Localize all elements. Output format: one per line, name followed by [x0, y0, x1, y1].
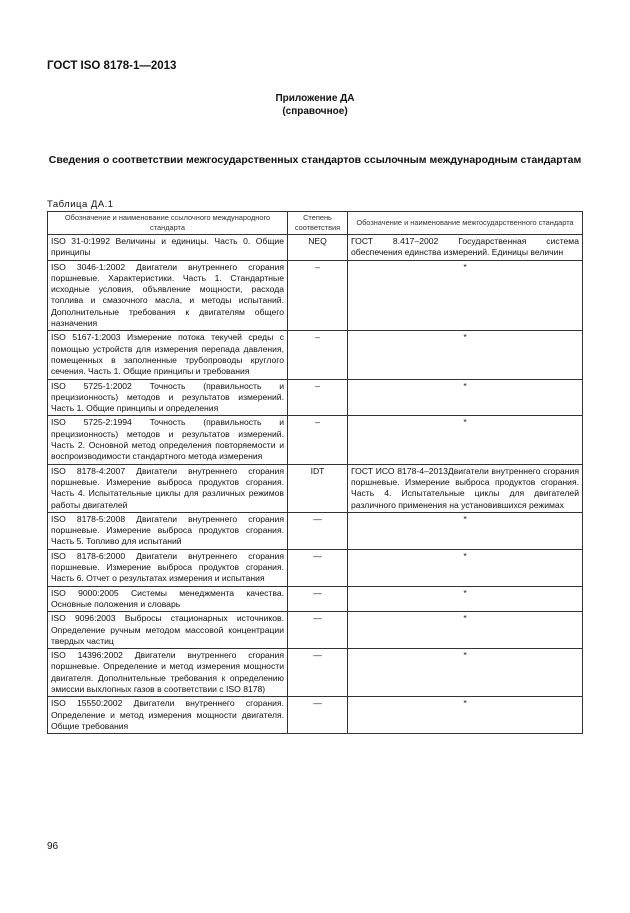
- national-standard-cell: *: [348, 512, 583, 549]
- degree-cell: –: [288, 379, 348, 416]
- degree-cell: –: [288, 260, 348, 331]
- ref-standard-cell: ISO 5725-2:1994 Точность (правильность и прецизионность) методов и результатов измерений. Часть 2. Основной метод определения повторяемости и воспроизводимости стандартного метода измерения: [48, 416, 288, 464]
- degree-cell: —: [288, 612, 348, 649]
- document-id: ГОСТ ISO 8178-1—2013: [47, 60, 177, 72]
- ref-standard-cell: ISO 14396:2002 Двигатели внутреннего сгорания поршневые. Определение и метод измерения мощности двигателя. Дополнительные требования к определению эмиссии выхлопных газов в соответствии с ISO 8178): [48, 649, 288, 697]
- table-row: [48, 697, 583, 734]
- national-standard-cell: *: [348, 416, 583, 464]
- national-standard-cell: ГОСТ 8.417–2002 Государственная система обеспечения единства измерений. Единицы величин: [348, 235, 583, 261]
- table-row: [48, 379, 583, 416]
- degree-cell: —: [288, 549, 348, 586]
- ref-standard-cell: ISO 8178-5:2008 Двигатели внутреннего сгорания поршневые. Измерение выброса продуктов сгорания. Часть 5. Топливо для испытаний: [48, 512, 288, 549]
- appendix-title: Приложение ДА: [275, 93, 355, 104]
- header-interstate-standard: Обозначение и наименование межгосударственного стандарта: [348, 212, 583, 235]
- table-row: [48, 612, 583, 649]
- ref-standard-cell: ISO 5725-1:2002 Точность (правильность и прецизионность) методов и результатов измерений. Часть 1. Общие принципы и определения: [48, 379, 288, 416]
- ref-standard-cell: ISO 9000:2005 Системы менеджмента качества. Основные положения и словарь: [48, 586, 288, 612]
- page-number: 96: [47, 841, 59, 852]
- table-row: [48, 649, 583, 697]
- ref-standard-cell: ISO 9096:2003 Выбросы стационарных источников. Определение ручным методом массовой концентрации твердых частиц: [48, 612, 288, 649]
- table-row: [48, 512, 583, 549]
- degree-cell: —: [288, 649, 348, 697]
- header-international-standard: Обозначение и наименование ссылочного международного стандарта: [48, 212, 288, 235]
- ref-standard-cell: ISO 3046-1:2002 Двигатели внутреннего сгорания поршневые. Характеристики. Часть 1. Стандартные исходные условия, объявление мощности, расхода топлива и смазочного масла, и методы испытаний. Дополнительные требования к двигателям общего назначения: [48, 260, 288, 331]
- degree-cell: –: [288, 331, 348, 379]
- ref-standard-cell: ISO 31-0:1992 Величины и единицы. Часть 0. Общие принципы: [48, 235, 288, 261]
- table-row: [48, 549, 583, 586]
- degree-cell: –: [288, 416, 348, 464]
- table-header-row: [48, 212, 583, 235]
- national-standard-cell: *: [348, 331, 583, 379]
- table-row: [48, 235, 583, 261]
- degree-cell: —: [288, 586, 348, 612]
- ref-standard-cell: ISO 8178-4:2007 Двигатели внутреннего сгорания поршневые. Измерение выброса продуктов сгорания. Часть 4. Испытательные циклы для различных режимов работы двигателей: [48, 464, 288, 512]
- national-standard-cell: ГОСТ ИСО 8178-4–2013Двигатели внутреннего сгорания поршневые. Измерение выброса продуктов сгорания. Часть 4. Испытательные циклы для двигателей различного применения на установившихся режимах: [348, 464, 583, 512]
- appendix-heading: [0, 92, 630, 118]
- degree-cell: NEQ: [288, 235, 348, 261]
- degree-cell: —: [288, 697, 348, 734]
- national-standard-cell: *: [348, 379, 583, 416]
- section-title: Сведения о соответствии межгосударственных стандартов ссылочным международным стандартам: [48, 154, 582, 166]
- degree-cell: —: [288, 512, 348, 549]
- table-row: [48, 464, 583, 512]
- national-standard-cell: *: [348, 586, 583, 612]
- appendix-subtitle: (справочное): [282, 106, 348, 117]
- table-row: [48, 586, 583, 612]
- national-standard-cell: *: [348, 649, 583, 697]
- table-row: [48, 260, 583, 331]
- table-row: [48, 416, 583, 464]
- correspondence-table: [47, 211, 583, 734]
- national-standard-cell: *: [348, 612, 583, 649]
- ref-standard-cell: ISO 5167-1:2003 Измерение потока текучей среды с помощью устройств для измерения перепада давления, помещенных в заполненные трубопроводы круглого сечения. Часть 1. Общие принципы и требования: [48, 331, 288, 379]
- degree-cell: IDT: [288, 464, 348, 512]
- table-row: [48, 331, 583, 379]
- table-caption: Таблица ДА.1: [47, 199, 114, 210]
- ref-standard-cell: ISO 8178-6:2000 Двигатели внутреннего сгорания поршневые. Измерение выброса продуктов сгорания. Часть 6. Отчет о результатах измерения и испытания: [48, 549, 288, 586]
- national-standard-cell: *: [348, 549, 583, 586]
- national-standard-cell: *: [348, 697, 583, 734]
- national-standard-cell: *: [348, 260, 583, 331]
- header-degree: Степень соответствия: [288, 212, 348, 235]
- ref-standard-cell: ISO 15550:2002 Двигатели внутреннего сгорания. Определение и метод измерения мощности двигателя. Общие требования: [48, 697, 288, 734]
